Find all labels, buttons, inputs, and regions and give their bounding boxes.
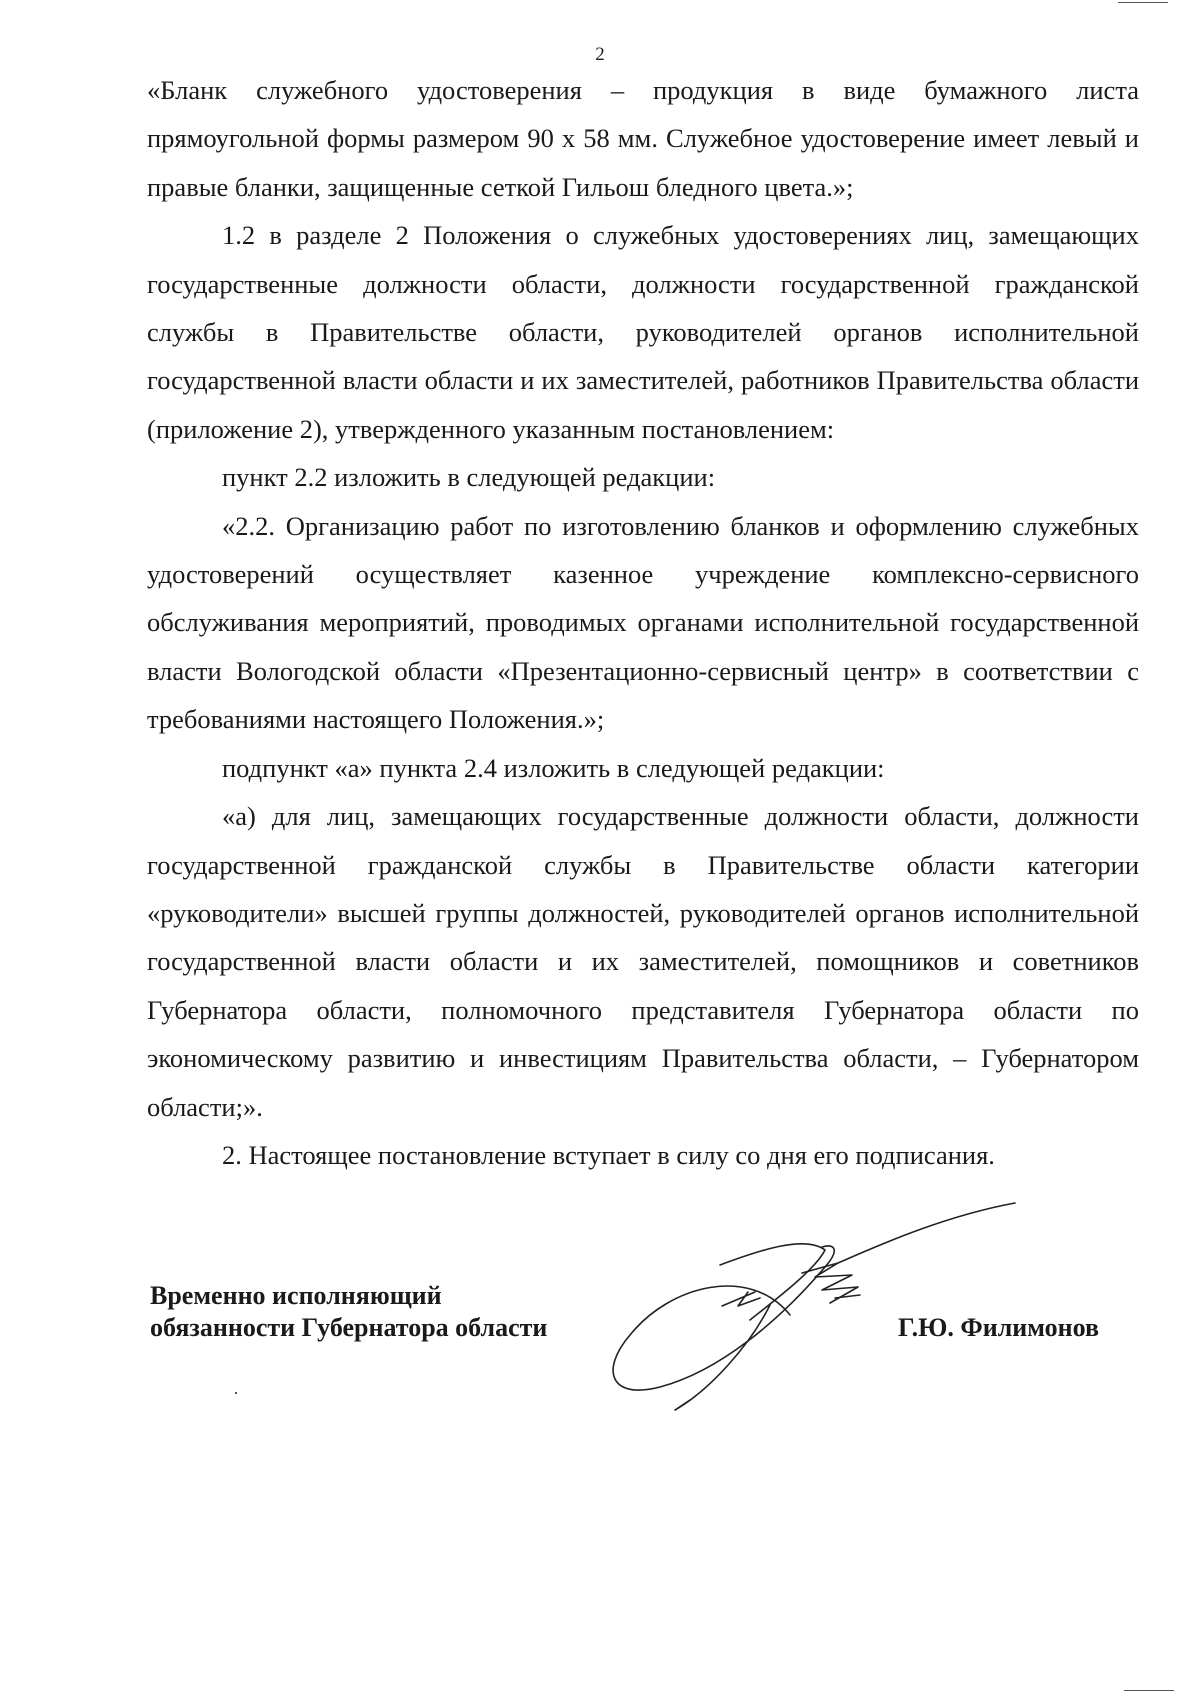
page-number: 2 xyxy=(595,44,605,65)
signatory-name: Г.Ю. Филимонов xyxy=(898,1313,1100,1342)
scan-mark-top-right xyxy=(1118,2,1168,3)
signatory-title-line-1: Временно исполняющий xyxy=(150,1281,442,1310)
signatory-title-line-2: обязанности Губернатора области xyxy=(150,1313,548,1342)
handwritten-signature xyxy=(600,1195,1030,1425)
paragraph-subpoint-a-intro: подпункт «а» пункта 2.4 изложить в следующей редакции: xyxy=(222,752,885,783)
document-body xyxy=(147,66,1139,1179)
paragraph-item-1-2: 1.2 в разделе 2 Положения о служебных удостоверениях лиц, замещающих государственные должности области, должности государственной гражданской службы в Правительстве области, руководителей органов исполнительной государственной власти области и их заместителей, работников Правительства области (приложение 2), утвержденного указанным постановлением: xyxy=(147,220,1139,444)
paragraph-effective-date: 2. Настоящее постановление вступает в силу со дня его подписания. xyxy=(222,1139,995,1170)
paragraph-point-2-2-text: «2.2. Организацию работ по изготовлению бланков и оформлению служебных удостоверений осуществляет казенное учреждение комплексно-сервисного обслуживания мероприятий, проводимых органами исполнительной государственной власти Вологодской области «Презентационно-сервисный центр» в соответствии с требованиями настоящего Положения.»; xyxy=(147,510,1139,735)
paragraph-blank-description: «Бланк служебного удостоверения – продукция в виде бумажного листа прямоугольной формы размером 90 х 58 мм. Служебное удостоверение имеет левый и правые бланки, защищенные сеткой Гильош бледного цвета.»; xyxy=(147,75,1139,202)
paragraph-point-2-2-intro: пункт 2.2 изложить в следующей редакции: xyxy=(222,462,716,493)
signatory-title xyxy=(150,1280,547,1344)
paragraph-subpoint-a-text: «а) для лиц, замещающих государственные должности области, должности государственной гражданской службы в Правительстве области категории «руководители» высшей группы должностей, руководителей органов исполнительной государственной власти области и их заместителей, помощников и советников Губернатора области, полномочного представителя Губернатора области по экономическому развитию и инвестициям Правительства области, – Губернатором области;». xyxy=(147,801,1139,1122)
scan-dot xyxy=(235,1392,237,1394)
scan-mark-bottom-right xyxy=(1124,1690,1174,1691)
